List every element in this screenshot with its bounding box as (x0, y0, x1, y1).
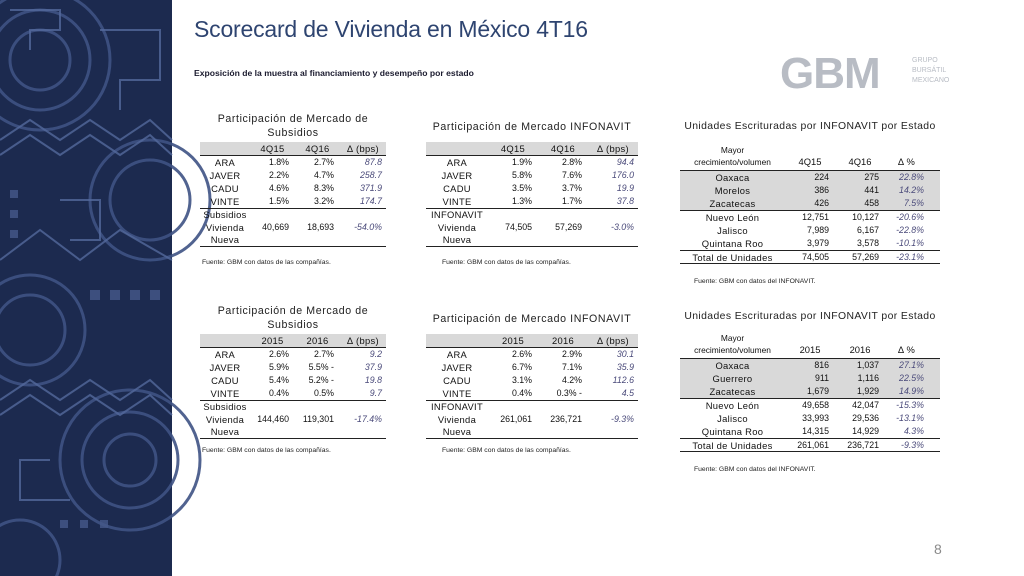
table-row: ARA 2.6% 2.9% 30.1 (446, 349, 634, 360)
table-source: Fuente: GBM con datos de las compañías. (202, 447, 331, 454)
page-subtitle: Exposición de la muestra al financiamiento y desempeño por estado (194, 68, 474, 78)
decorative-side-panel (0, 0, 172, 576)
table-row: VINTE 1.5% 3.2% 174.7 (210, 196, 382, 207)
page-number: 8 (934, 541, 942, 557)
table-row: ARA 2.6% 2.7% 9.2 (214, 349, 382, 360)
table-header: 4Q15 4Q16 ∆ (bps) (200, 142, 386, 155)
table-row: ARA 1.8% 2.7% 87.8 (214, 157, 382, 168)
table-source: Fuente: GBM con datos de las compañías. (442, 447, 571, 454)
table-row: Quintana Roo 3,979 3,578 -10.1% (701, 238, 924, 249)
logo-text: GBM (780, 49, 880, 98)
table-row: CADU 5.4% 5.2% - 19.8 (211, 375, 382, 386)
table-row: Oaxaca 816 1,037 27.1% (715, 360, 924, 371)
table-total-row: Subsidios Vivienda Nueva 40,669 18,693 -54.0% (200, 209, 386, 247)
gbm-logo (780, 49, 950, 98)
table-row: CADU 3.1% 4.2% 112.6 (443, 375, 634, 386)
table-row: VINTE 0.4% 0.5% 9.7 (210, 388, 382, 399)
table-source: Fuente: GBM con datos del INFONAVIT. (694, 278, 816, 285)
table-total-row: Total de Unidades 74,505 57,269 -23.1% (680, 251, 940, 264)
table-title: Unidades Escrituradas por INFONAVIT por Estado (684, 311, 936, 322)
subsidios-quarter-table (200, 112, 386, 266)
table-total-row: Total de Unidades 261,061 236,721 -9.3% (680, 439, 940, 452)
table-row: ARA 1.9% 2.8% 94.4 (446, 157, 634, 168)
table-row: Nuevo León 12,751 10,127 -20.6% (705, 212, 924, 223)
state-quarter-table (680, 112, 940, 285)
table-source: Fuente: GBM con datos de las compañías. (202, 259, 331, 266)
page-title: Scorecard de Vivienda en México 4T16 (194, 16, 588, 42)
table-row: Oaxaca 224 275 22.8% (715, 172, 924, 183)
table-row: JAVER 2.2% 4.7% 258.7 (209, 170, 382, 181)
table-title: Participación de Mercado INFONAVIT (432, 121, 632, 133)
table-source: Fuente: GBM con datos de las compañías. (442, 259, 571, 266)
tribal-pattern-graphic (0, 0, 172, 576)
table-total-row: INFONAVIT Vivienda Nueva 261,061 236,721 -9.3% (426, 401, 638, 439)
table-row: CADU 4.6% 8.3% 371.9 (211, 183, 382, 194)
table-row: VINTE 0.4% 0.3% - 4.5 (442, 388, 634, 399)
table-title: Unidades Escrituradas por INFONAVIT por Estado (684, 121, 936, 132)
infonavit-quarter-table (426, 112, 638, 266)
growth-group (680, 358, 940, 399)
table-total-row: Subsidios Vivienda Nueva 144,460 119,301 -17.4% (200, 401, 386, 439)
table-header: 2015 2016 ∆ (bps) (200, 334, 386, 347)
growth-group (680, 170, 940, 211)
table-title: Participación de Mercado de Subsidios (217, 113, 369, 139)
table-header: 2015 2016 ∆ (bps) (426, 334, 638, 347)
table-row: Zacatecas 1,679 1,929 14.9% (709, 386, 924, 397)
volume-group (680, 211, 940, 251)
table-header: Mayor crecimiento/volumen 2015 2016 ∆ % (694, 333, 915, 355)
table-header: Mayor crecimiento/volumen 4Q15 4Q16 ∆ % (694, 145, 915, 167)
table-row: Jalisco 7,989 6,167 -22.8% (717, 225, 924, 236)
table-header: 4Q15 4Q16 ∆ (bps) (426, 142, 638, 155)
table-row: VINTE 1.3% 1.7% 37.8 (442, 196, 634, 207)
table-row: JAVER 6.7% 7.1% 35.9 (441, 362, 634, 373)
table-row: Guerrero 911 1,116 22.5% (712, 373, 924, 384)
table-row: Nuevo León 49,658 42,047 -15.3% (705, 400, 924, 411)
table-row: Zacatecas 426 458 7.5% (709, 198, 924, 209)
table-title: Participación de Mercado de Subsidios (217, 305, 369, 331)
table-row: Jalisco 33,993 29,536 -13.1% (717, 413, 924, 424)
logo-side-text-3: MEXICANO (912, 77, 950, 84)
table-row: Morelos 386 441 14.2% (714, 185, 924, 196)
table-title: Participación de Mercado INFONAVIT (432, 313, 632, 325)
logo-side-text-1: GRUPO (912, 57, 938, 64)
infonavit-year-table (426, 304, 638, 454)
table-total-row: INFONAVIT Vivienda Nueva 74,505 57,269 -3.0% (426, 209, 638, 247)
table-row: CADU 3.5% 3.7% 19.9 (443, 183, 634, 194)
table-source: Fuente: GBM con datos del INFONAVIT. (694, 466, 816, 473)
logo-side-text-2: BURSÁTIL (912, 67, 947, 74)
table-row: Quintana Roo 14,315 14,929 4.3% (701, 426, 924, 437)
state-year-table (680, 304, 940, 473)
table-row: JAVER 5.8% 7.6% 176.0 (441, 170, 634, 181)
table-row: JAVER 5.9% 5.5% - 37.9 (209, 362, 382, 373)
volume-group (680, 399, 940, 439)
subsidios-year-table (200, 304, 386, 454)
